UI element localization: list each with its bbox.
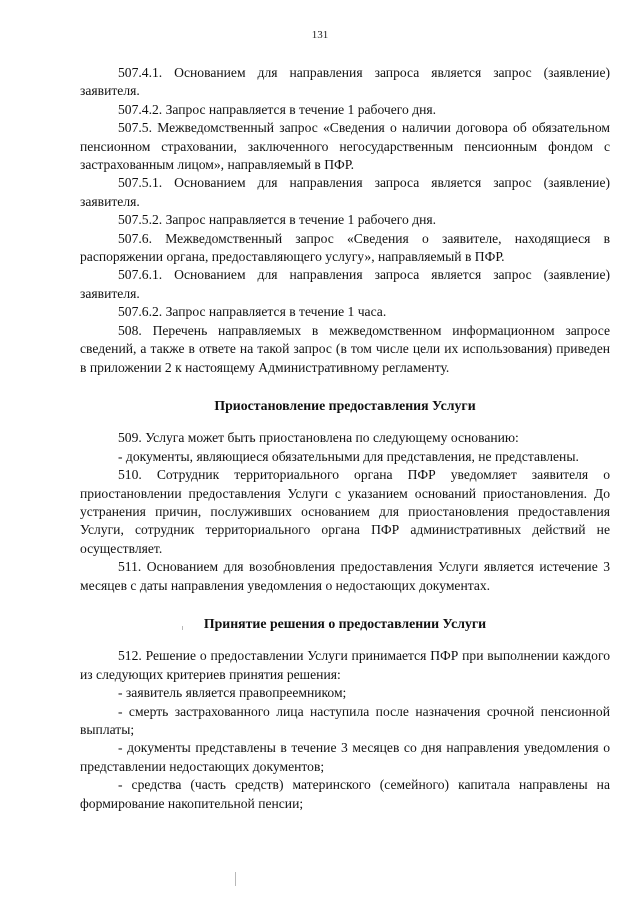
section-spacer	[80, 377, 610, 397]
list-item-successor: - заявитель является правопреемником;	[118, 685, 347, 701]
section-spacer	[80, 633, 610, 647]
document-body	[80, 64, 610, 813]
paragraph-510: 510. Сотрудник территориального органа ПФР уведомляет заявителя о приостановлении предоставления Услуги с указанием оснований приостановления. До устранения причин, послуживших основанием для приостановления предоставления Услуги, сотрудник территориального органа ПФР административных действий не осуществляет.	[80, 467, 610, 556]
scan-speck	[235, 872, 236, 886]
paragraph-508: 508. Перечень направляемых в межведомственном информационном запросе сведений, а также в ответе на такой запрос (в том числе цели их использования) приведен в приложении 2 к настоящему Административному регламенту.	[80, 322, 610, 375]
page-number: 131	[311, 29, 329, 41]
paragraph-507-6-2: 507.6.2. Запрос направляется в течение 1 часа.	[118, 304, 387, 320]
paragraph-507-5-1: 507.5.1. Основанием для направления запроса является запрос (заявление) заявителя.	[80, 175, 610, 209]
section-spacer	[80, 415, 610, 429]
section-heading-suspension: Приостановление предоставления Услуги	[214, 397, 476, 413]
paragraph-507-6: 507.6. Межведомственный запрос «Сведения о заявителе, находящиеся в распоряжении органа, предоставляющего услугу», направляемый в ПФР.	[80, 230, 610, 265]
paragraph-509: 509. Услуга может быть приостановлена по следующему основанию:	[118, 430, 519, 446]
paragraph-507-5: 507.5. Межведомственный запрос «Сведения о наличии договора об обязательном пенсионном страховании, заключенного негосударственным пенсионным фондом с застрахованным лицом», направляемый в ПФР.	[80, 120, 610, 173]
scan-speck	[182, 626, 183, 630]
paragraph-511: 511. Основанием для возобновления предоставления Услуги является истечение 3 месяцев с даты направления уведомления о недостающих документах.	[80, 559, 610, 593]
section-heading-decision: Принятие решения о предоставлении Услуги	[203, 615, 487, 631]
list-item-death: - смерть застрахованного лица наступила после назначения срочной пенсионной выплаты;	[80, 703, 610, 737]
paragraph-507-4-1: 507.4.1. Основанием для направления запроса является запрос (заявление) заявителя.	[80, 65, 610, 99]
list-item-documents-submitted: - документы представлены в течение 3 месяцев со дня направления уведомления о представлении недостающих документов;	[80, 740, 610, 774]
list-item-maternity-capital: - средства (часть средств) материнского (семейного) капитала направлены на формирование накопительной пенсии;	[80, 777, 610, 811]
section-spacer	[80, 595, 610, 615]
paragraph-507-4-2: 507.4.2. Запрос направляется в течение 1 рабочего дня.	[118, 101, 437, 117]
paragraph-507-6-1: 507.6.1. Основанием для направления запроса является запрос (заявление) заявителя.	[80, 267, 610, 301]
list-item-documents: - документы, являющиеся обязательными для представления, не представлены.	[118, 448, 579, 464]
paragraph-507-5-2: 507.5.2. Запрос направляется в течение 1 рабочего дня.	[118, 212, 437, 228]
paragraph-512: 512. Решение о предоставлении Услуги принимается ПФР при выполнении каждого из следующих критериев принятия решения:	[80, 648, 610, 682]
